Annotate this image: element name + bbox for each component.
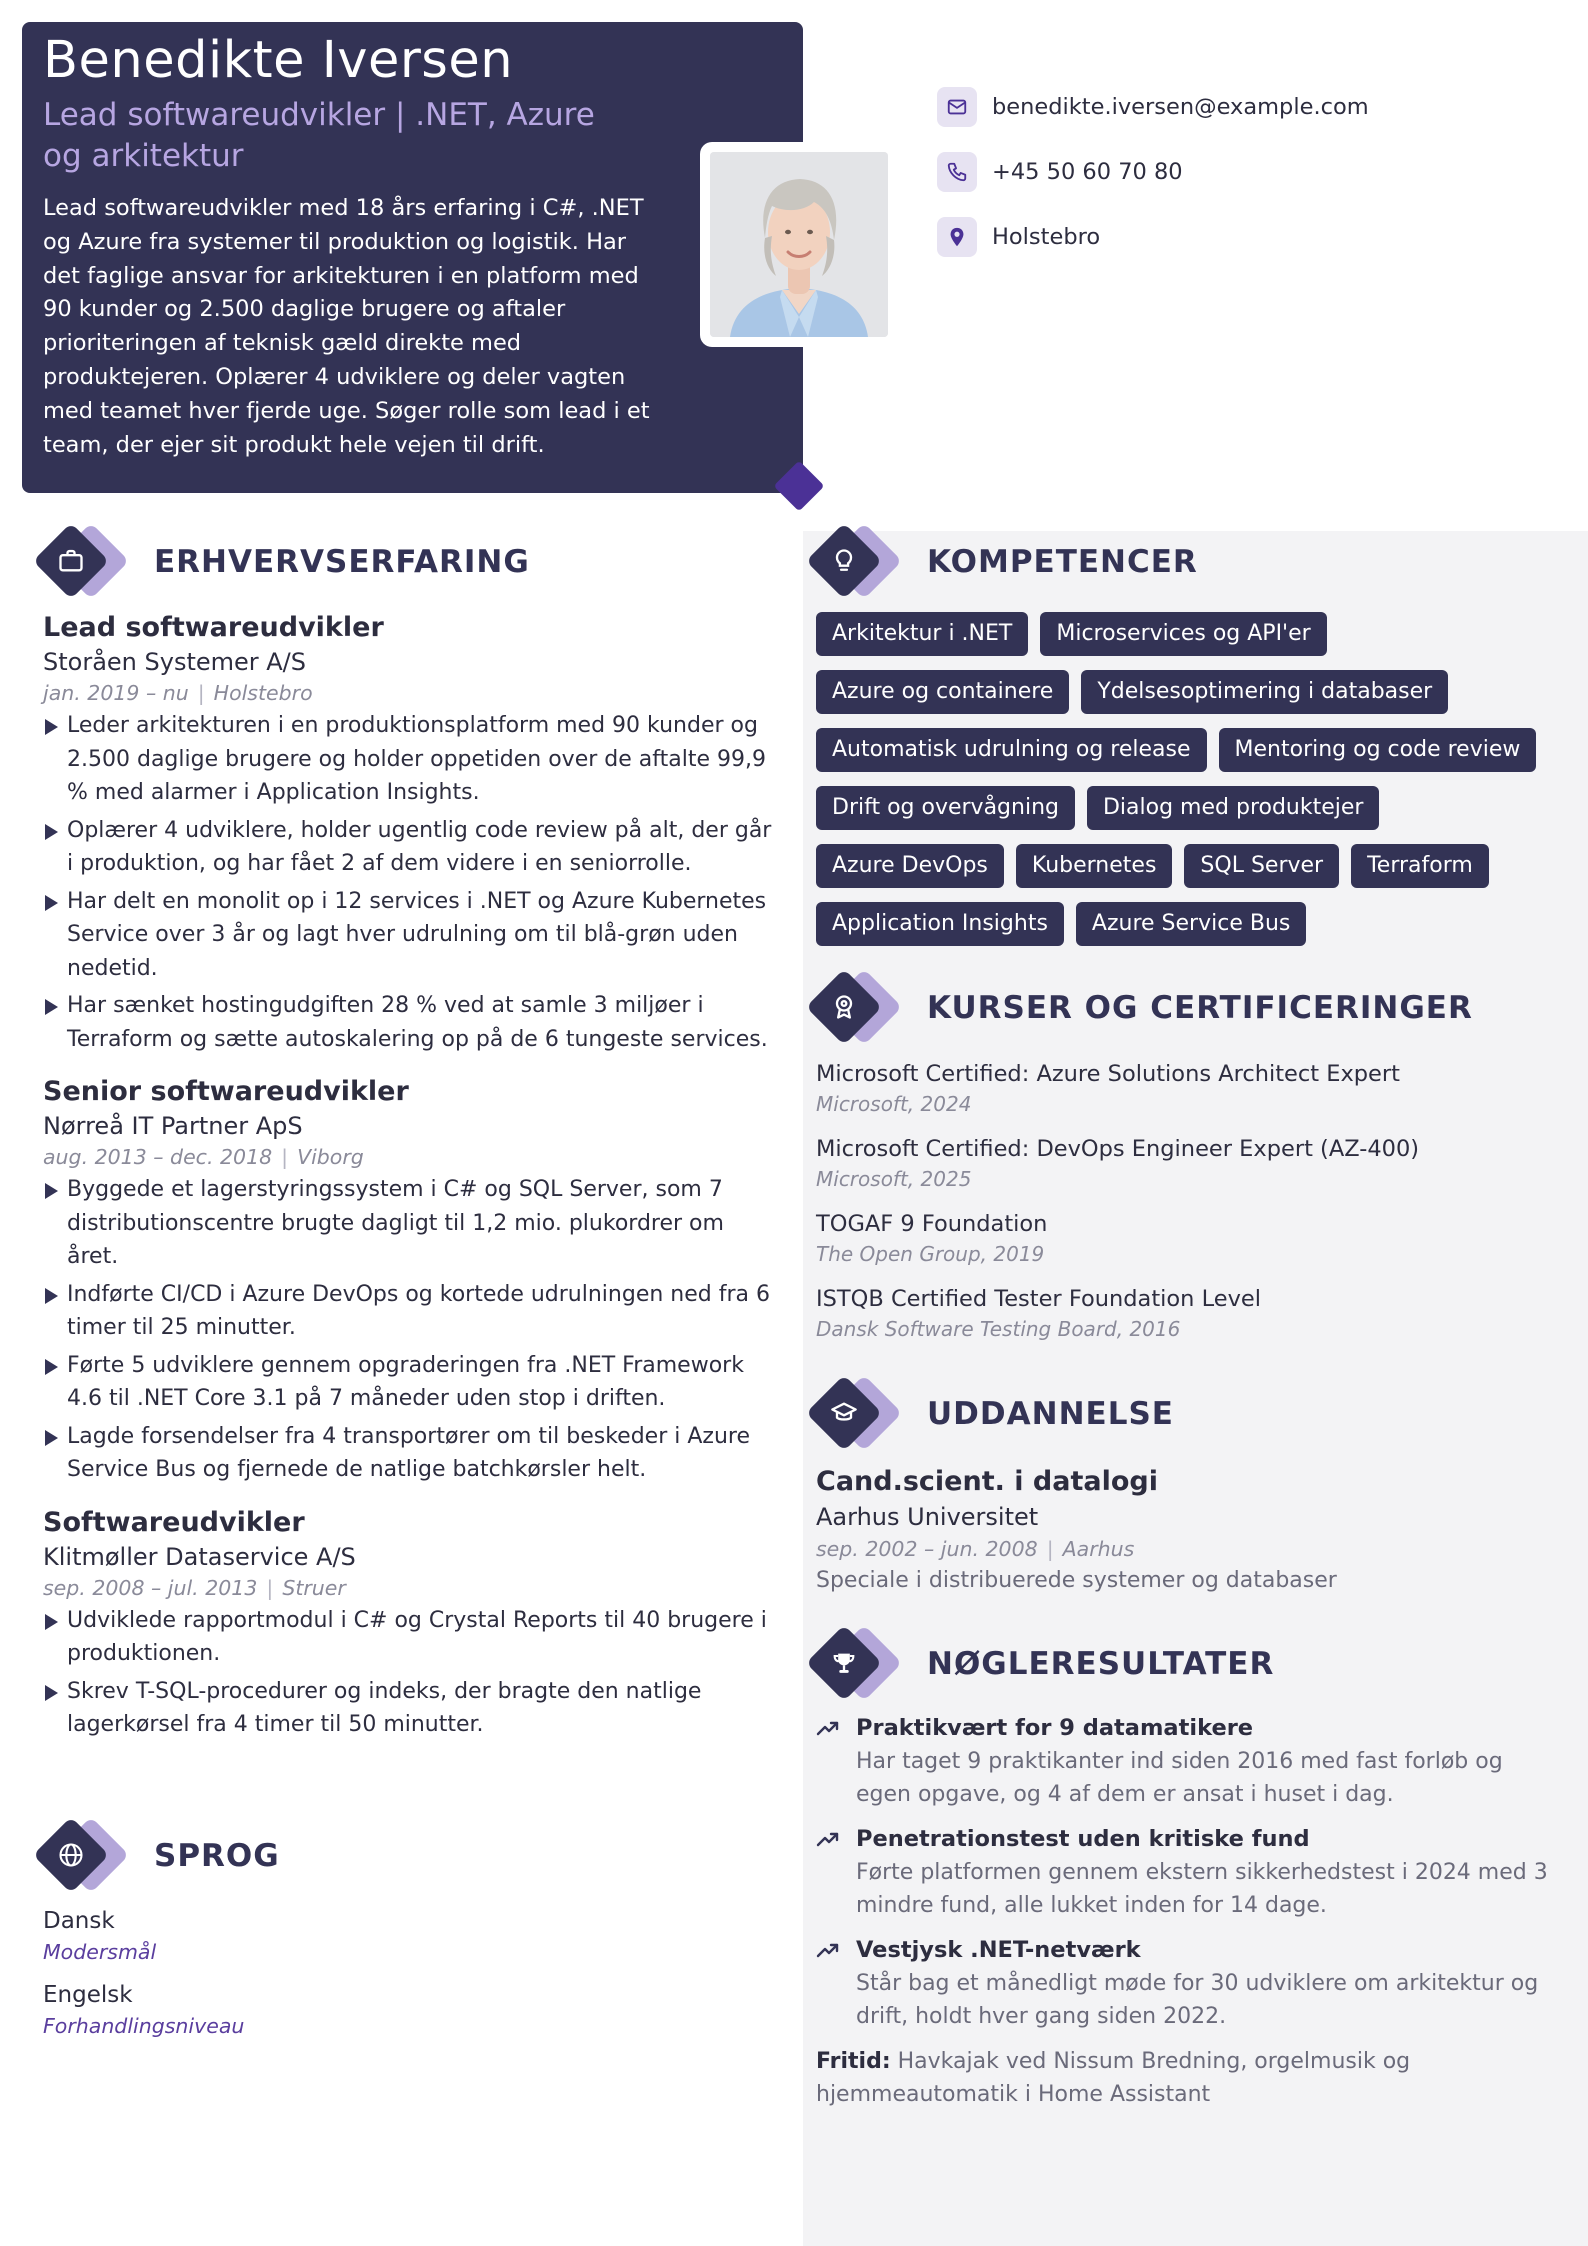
trend-up-icon [816, 1829, 840, 1853]
section-title: SPROG [154, 1838, 280, 1874]
section-education-header [809, 1376, 1174, 1452]
phone-text[interactable]: +45 50 60 70 80 [992, 159, 1183, 185]
skills-tag-list [816, 612, 1556, 946]
briefcase-icon [56, 546, 86, 576]
job-entry [43, 1074, 773, 1487]
skill-tag: Terraform [1351, 844, 1489, 888]
job-location: Viborg [297, 1145, 364, 1169]
section-icon-badge [809, 524, 905, 600]
section-languages-header [36, 1818, 280, 1894]
skill-tag: Automatisk udrulning og release [816, 728, 1207, 772]
course-name: TOGAF 9 Foundation [816, 1211, 1048, 1237]
language-level: Modersmål [43, 1940, 157, 1964]
language-level: Forhandlingsniveau [43, 2014, 245, 2038]
contact-list [937, 85, 1369, 280]
course-item [816, 1058, 1556, 1119]
skill-tag: Microservices og API'er [1040, 612, 1326, 656]
job-bullets [43, 709, 773, 1056]
job-period: sep. 2008 – jul. 2013 [43, 1575, 258, 1600]
result-text: Står bag et månedligt møde for 30 udviklere om arkitektur og drift, holdt hver gang siden 2022. [856, 1971, 1539, 2029]
section-icon-badge [36, 524, 132, 600]
trend-up-icon [816, 1940, 840, 1964]
result-text: Har taget 9 praktikanter ind siden 2016 med fast forløb og egen opgave, og 4 af dem er ansat i huset i dag. [856, 1749, 1503, 1807]
section-courses-header [809, 970, 1473, 1046]
job-bullet: Indførte CI/CD i Azure DevOps og kortede udrulningen ned fra 6 timer til 25 minutter. [43, 1278, 773, 1345]
phone-icon [937, 152, 977, 192]
job-bullet: Skrev T-SQL-procedurer og indeks, der bragte den natlige lagerkørsel fra 4 timer til 50 minutter. [43, 1675, 773, 1742]
job-bullet: Oplærer 4 udviklere, holder ugentlig code review på alt, der går i produktion, og har fået 2 af dem videre i en seniorrolle. [43, 814, 773, 881]
job-location: Holstebro [213, 681, 313, 705]
language-item [43, 1904, 773, 1966]
job-meta: sep. 2008 – jul. 2013 | Struer [43, 1575, 346, 1600]
language-item [43, 1978, 773, 2040]
graduation-cap-icon [829, 1398, 859, 1428]
result-text: Førte platformen gennem ekstern sikkerhedstest i 2024 med 3 mindre fund, alle lukket inden for 14 dage. [856, 1860, 1548, 1918]
section-icon-badge [36, 1818, 132, 1894]
skill-tag: Kubernetes [1016, 844, 1173, 888]
job-entry [43, 610, 773, 1056]
location-text: Holstebro [992, 224, 1101, 250]
result-item [816, 1712, 1556, 1811]
section-title: ERHVERVSERFARING [154, 544, 530, 580]
skill-tag: Mentoring og code review [1219, 728, 1537, 772]
education-location: Aarhus [1062, 1537, 1135, 1561]
skill-tag: Ydelsesoptimering i databaser [1081, 670, 1448, 714]
skill-tag: Azure og containere [816, 670, 1069, 714]
result-item [816, 1823, 1556, 1922]
experience-list [43, 610, 773, 1760]
profile-photo [710, 152, 888, 337]
course-item [816, 1208, 1556, 1269]
job-entry [43, 1505, 773, 1742]
course-name: Microsoft Certified: DevOps Engineer Expert (AZ-400) [816, 1136, 1420, 1162]
job-title: Senior softwareudvikler [43, 1076, 409, 1107]
section-experience-header [36, 524, 530, 600]
envelope-icon [937, 87, 977, 127]
result-item [816, 1934, 1556, 2033]
hobby-text: Havkajak ved Nissum Bredning, orgelmusik og hjemmeautomatik i Home Assistant [816, 2049, 1411, 2107]
course-name: ISTQB Certified Tester Foundation Level [816, 1286, 1261, 1312]
education-meta: sep. 2002 – jun. 2008 | Aarhus [816, 1537, 1135, 1561]
course-item [816, 1133, 1556, 1194]
trend-up-icon [816, 1718, 840, 1742]
education-period: sep. 2002 – jun. 2008 [816, 1537, 1038, 1561]
section-title: KURSER OG CERTIFICERINGER [927, 990, 1473, 1026]
education-note: Speciale i distribuerede systemer og databaser [816, 1568, 1337, 1593]
skill-tag: Dialog med produktejer [1087, 786, 1379, 830]
education-degree: Cand.scient. i datalogi [816, 1466, 1158, 1497]
skill-tag: Azure Service Bus [1076, 902, 1306, 946]
job-title: Softwareudvikler [43, 1506, 305, 1538]
profile-summary: Lead softwareudvikler med 18 års erfaring i C#, .NET og Azure fra systemer til produktion og logistik. Har det faglige ansvar for arkitekturen i en platform med 90 kunder og 2.500 daglige brugere og aftaler prioriteringen af teknisk gæld direkte med produktejeren. Oplærer 4 udviklere og deler vagten med teamet hver fjerde uge. Søger rolle som lead i et team, der ejer sit produkt hele vejen til drift. [43, 195, 650, 458]
result-title: Penetrationstest uden kritiske fund [856, 1826, 1310, 1852]
contact-phone[interactable] [937, 150, 1369, 194]
skill-tag: Azure DevOps [816, 844, 1004, 888]
section-icon-badge [809, 1376, 905, 1452]
skill-tag: Drift og overvågning [816, 786, 1075, 830]
section-skills-header [809, 524, 1198, 600]
job-meta: jan. 2019 – nu | Holstebro [43, 681, 313, 705]
job-location: Struer [282, 1575, 346, 1600]
results-list [816, 1712, 1556, 2111]
section-title: UDDANNELSE [927, 1396, 1174, 1432]
profile-photo-frame [700, 142, 898, 347]
award-icon [829, 992, 859, 1022]
candidate-headline: Lead softwareudvikler | .NET, Azure og arkitektur [43, 97, 595, 174]
job-company: Storåen Systemer A/S [43, 648, 307, 676]
language-list [43, 1904, 773, 2052]
skill-tag: Arkitektur i .NET [816, 612, 1028, 656]
result-title: Praktikvært for 9 datamatikere [856, 1715, 1254, 1741]
skill-tag: SQL Server [1184, 844, 1339, 888]
contact-email[interactable] [937, 85, 1369, 129]
job-bullet: Lagde forsendelser fra 4 transportører om til beskeder i Azure Service Bus og fjernede de natlige batchkørsler helt. [43, 1420, 773, 1487]
education-entry [816, 1464, 1556, 1597]
job-bullet: Udviklede rapportmodul i C# og Crystal Reports til 40 brugere i produktionen. [43, 1604, 773, 1671]
job-bullets [43, 1173, 773, 1487]
hobby-line [816, 2045, 1556, 2111]
course-name: Microsoft Certified: Azure Solutions Architect Expert [816, 1061, 1400, 1087]
contact-location [937, 215, 1369, 259]
job-title: Lead softwareudvikler [43, 612, 384, 643]
course-meta: Dansk Software Testing Board, 2016 [816, 1317, 1181, 1341]
section-title: NØGLERESULTATER [927, 1646, 1275, 1682]
section-results-header [809, 1626, 1274, 1702]
hobby-label: Fritid: [816, 2049, 891, 2074]
section-icon-badge [809, 1626, 905, 1702]
result-title: Vestjysk .NET-netværk [856, 1937, 1141, 1963]
trophy-icon [829, 1648, 859, 1678]
course-meta: Microsoft, 2025 [816, 1167, 972, 1191]
course-meta: The Open Group, 2019 [816, 1242, 1045, 1266]
job-period: aug. 2013 – dec. 2018 [43, 1145, 273, 1169]
email-text[interactable]: benedikte.iversen@example.com [992, 94, 1369, 120]
portrait-illustration [710, 152, 888, 337]
course-item [816, 1283, 1556, 1344]
section-title: KOMPETENCER [927, 544, 1198, 580]
job-bullets [43, 1604, 773, 1742]
language-name: Dansk [43, 1908, 115, 1934]
job-period: jan. 2019 – nu [43, 681, 189, 705]
header-panel [22, 22, 803, 493]
education-school: Aarhus Universitet [816, 1503, 1039, 1531]
job-company: Nørreå IT Partner ApS [43, 1112, 303, 1140]
location-pin-icon [937, 217, 977, 257]
job-meta: aug. 2013 – dec. 2018 | Viborg [43, 1145, 364, 1169]
candidate-name: Benedikte Iversen [43, 31, 514, 90]
language-name: Engelsk [43, 1982, 133, 2008]
skill-tag: Application Insights [816, 902, 1064, 946]
job-bullet: Har sænket hostingudgiften 28 % ved at samle 3 miljøer i Terraform og sætte autoskalering op på de 6 tungeste services. [43, 989, 773, 1056]
globe-icon [56, 1840, 86, 1870]
job-bullet: Leder arkitekturen i en produktionsplatform med 90 kunder og 2.500 daglige brugere og holder oppetiden over de aftalte 99,9 % med alarmer i Application Insights. [43, 709, 773, 810]
section-icon-badge [809, 970, 905, 1046]
job-bullet: Førte 5 udviklere gennem opgraderingen fra .NET Framework 4.6 til .NET Core 3.1 på 7 måneder uden stop i driften. [43, 1349, 773, 1416]
course-meta: Microsoft, 2024 [816, 1092, 972, 1116]
job-company: Klitmøller Dataservice A/S [43, 1542, 356, 1571]
lightbulb-icon [829, 546, 859, 576]
job-bullet: Har delt en monolit op i 12 services i .NET og Azure Kubernetes Service over 3 år og lagt hver udrulning om til blå-grøn uden nedetid. [43, 885, 773, 986]
job-bullet: Byggede et lagerstyringssystem i C# og SQL Server, som 7 distributionscentre brugte dagligt til 1,2 mio. plukordrer om året. [43, 1173, 773, 1274]
course-list [816, 1058, 1556, 1358]
